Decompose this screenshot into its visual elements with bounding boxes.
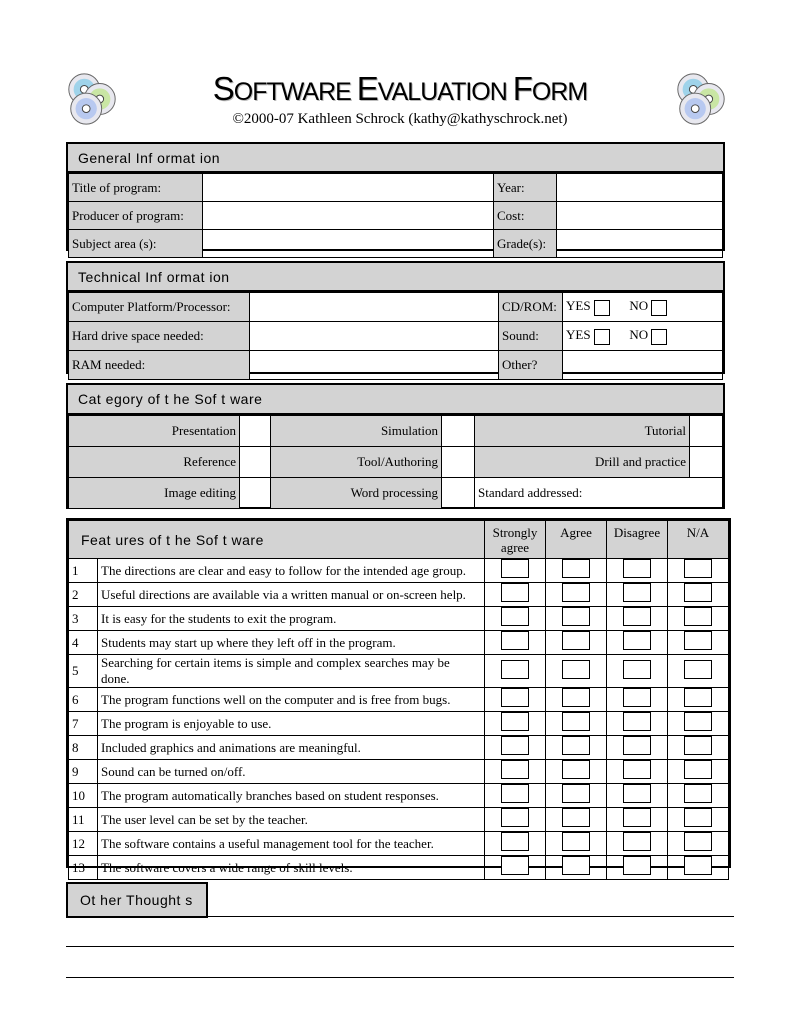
- features-table: [68, 520, 729, 880]
- agree-checkbox[interactable]: [562, 832, 590, 851]
- na-checkbox[interactable]: [684, 784, 712, 803]
- strongly-agree-checkbox[interactable]: [501, 856, 529, 875]
- item-statement: Searching for certain items is simple and complex searches may be done.: [98, 655, 485, 688]
- item-number: 6: [69, 688, 98, 712]
- na-checkbox[interactable]: [684, 583, 712, 602]
- na-checkbox[interactable]: [684, 631, 712, 650]
- item-number: 2: [69, 583, 98, 607]
- item-number: 10: [69, 784, 98, 808]
- strongly-agree-checkbox[interactable]: [501, 808, 529, 827]
- agree-checkbox[interactable]: [562, 559, 590, 578]
- writing-line[interactable]: [66, 946, 734, 947]
- table-row: [69, 202, 723, 230]
- sound-options: [563, 322, 723, 351]
- grades-input[interactable]: [557, 230, 723, 258]
- item-statement: The software contains a useful management tool for the teacher.: [98, 832, 485, 856]
- section-heading: Feat ures of t he Sof t ware: [69, 521, 485, 559]
- table-row: [69, 688, 729, 712]
- hard-drive-input[interactable]: [250, 322, 499, 351]
- table-row: [69, 808, 729, 832]
- disagree-checkbox[interactable]: [623, 607, 651, 626]
- table-row: [69, 416, 723, 447]
- item-statement: Included graphics and animations are meaningful.: [98, 736, 485, 760]
- field-label: Computer Platform/Processor:: [69, 293, 250, 322]
- strongly-agree-checkbox[interactable]: [501, 760, 529, 779]
- yes-label: YES: [566, 327, 591, 343]
- disagree-checkbox[interactable]: [623, 856, 651, 875]
- field-label: Producer of program:: [69, 202, 203, 230]
- disagree-checkbox[interactable]: [623, 808, 651, 827]
- field-label: Sound:: [499, 322, 563, 351]
- table-row: [69, 631, 729, 655]
- word-processing-checkbox[interactable]: [442, 478, 475, 509]
- category-label: Presentation: [69, 416, 240, 447]
- category-label: Image editing: [69, 478, 240, 509]
- column-header: Agree: [546, 521, 607, 559]
- other-thoughts-heading: Ot her Thought s: [66, 882, 208, 918]
- na-checkbox[interactable]: [684, 832, 712, 851]
- disagree-checkbox[interactable]: [623, 583, 651, 602]
- producer-input[interactable]: [203, 202, 494, 230]
- general-information-section: [66, 142, 725, 251]
- item-statement: It is easy for the students to exit the program.: [98, 607, 485, 631]
- item-statement: The software covers a wide range of skill levels.: [98, 856, 485, 880]
- strongly-agree-checkbox[interactable]: [501, 660, 529, 679]
- no-label: NO: [629, 327, 649, 343]
- column-header: N/A: [668, 521, 729, 559]
- item-statement: Useful directions are available via a written manual or on-screen help.: [98, 583, 485, 607]
- table-row: [69, 784, 729, 808]
- na-checkbox[interactable]: [684, 688, 712, 707]
- copyright-line: ©2000-07 Kathleen Schrock (kathy@kathyschrock.net): [232, 111, 568, 127]
- features-section: [66, 518, 731, 875]
- disagree-checkbox[interactable]: [623, 832, 651, 851]
- na-checkbox[interactable]: [684, 607, 712, 626]
- agree-checkbox[interactable]: [562, 760, 590, 779]
- agree-checkbox[interactable]: [562, 712, 590, 731]
- category-label: Simulation: [271, 416, 442, 447]
- table-row: [69, 559, 729, 583]
- strongly-agree-checkbox[interactable]: [501, 607, 529, 626]
- cdrom-options: [563, 293, 723, 322]
- item-statement: The program is enjoyable to use.: [98, 712, 485, 736]
- agree-checkbox[interactable]: [562, 660, 590, 679]
- technical-information-section: [66, 261, 725, 374]
- category-table: [68, 415, 723, 509]
- category-label: Word processing: [271, 478, 442, 509]
- na-checkbox[interactable]: [684, 856, 712, 875]
- platform-input[interactable]: [250, 293, 499, 322]
- table-row: [69, 712, 729, 736]
- agree-checkbox[interactable]: [562, 631, 590, 650]
- strongly-agree-checkbox[interactable]: [501, 736, 529, 755]
- table-row: [69, 230, 723, 258]
- image-editing-checkbox[interactable]: [240, 478, 271, 509]
- technical-information-table: [68, 292, 723, 380]
- disagree-checkbox[interactable]: [623, 631, 651, 650]
- table-row: [69, 293, 723, 322]
- simulation-checkbox[interactable]: [442, 416, 475, 447]
- tutorial-checkbox[interactable]: [690, 416, 723, 447]
- strongly-agree-checkbox[interactable]: [501, 832, 529, 851]
- agree-checkbox[interactable]: [562, 688, 590, 707]
- item-statement: The program functions well on the computer and is free from bugs.: [98, 688, 485, 712]
- table-row: [69, 351, 723, 380]
- category-label: Tutorial: [475, 416, 690, 447]
- table-row: [69, 583, 729, 607]
- item-number: 5: [69, 655, 98, 688]
- tool-authoring-checkbox[interactable]: [442, 447, 475, 478]
- na-checkbox[interactable]: [684, 559, 712, 578]
- item-number: 9: [69, 760, 98, 784]
- field-label: Cost:: [494, 202, 557, 230]
- na-checkbox[interactable]: [684, 660, 712, 679]
- section-heading: Cat egory of t he Sof t ware: [68, 385, 723, 415]
- table-row: [69, 832, 729, 856]
- column-header: Disagree: [607, 521, 668, 559]
- standard-addressed-input[interactable]: [475, 478, 723, 509]
- field-label: CD/ROM:: [499, 293, 563, 322]
- item-number: 12: [69, 832, 98, 856]
- item-statement: The program automatically branches based on student responses.: [98, 784, 485, 808]
- table-row: [69, 607, 729, 631]
- general-information-table: [68, 173, 723, 258]
- item-statement: The user level can be set by the teacher.: [98, 808, 485, 832]
- no-label: NO: [629, 298, 649, 314]
- category-label: Reference: [69, 447, 240, 478]
- page-title: SOFTWARE EVALUATION FORM: [212, 70, 588, 107]
- field-label: Standard addressed:: [478, 485, 583, 500]
- strongly-agree-checkbox[interactable]: [501, 784, 529, 803]
- item-statement: The directions are clear and easy to follow for the intended age group.: [98, 559, 485, 583]
- strongly-agree-checkbox[interactable]: [501, 688, 529, 707]
- cdrom-yes-checkbox[interactable]: [594, 300, 610, 316]
- column-header: Strongly agree: [485, 521, 546, 559]
- title-input[interactable]: [203, 174, 494, 202]
- drill-practice-checkbox[interactable]: [690, 447, 723, 478]
- strongly-agree-checkbox[interactable]: [501, 631, 529, 650]
- field-label: Grade(s):: [494, 230, 557, 258]
- section-heading: General Inf ormat ion: [68, 144, 723, 173]
- disagree-checkbox[interactable]: [623, 760, 651, 779]
- agree-checkbox[interactable]: [562, 583, 590, 602]
- na-checkbox[interactable]: [684, 736, 712, 755]
- table-row: [69, 174, 723, 202]
- table-row: [69, 760, 729, 784]
- table-row: [69, 655, 729, 688]
- disagree-checkbox[interactable]: [623, 784, 651, 803]
- item-number: 11: [69, 808, 98, 832]
- strongly-agree-checkbox[interactable]: [501, 712, 529, 731]
- field-label: Other?: [499, 351, 563, 380]
- disagree-checkbox[interactable]: [623, 712, 651, 731]
- strongly-agree-checkbox[interactable]: [501, 559, 529, 578]
- disagree-checkbox[interactable]: [623, 688, 651, 707]
- field-label: Subject area (s):: [69, 230, 203, 258]
- sound-no-checkbox[interactable]: [651, 329, 667, 345]
- table-row: [69, 447, 723, 478]
- writing-line[interactable]: [208, 916, 734, 917]
- na-checkbox[interactable]: [684, 808, 712, 827]
- agree-checkbox[interactable]: [562, 784, 590, 803]
- section-heading: Technical Inf ormat ion: [68, 263, 723, 292]
- category-label: Drill and practice: [475, 447, 690, 478]
- yes-label: YES: [566, 298, 591, 314]
- na-checkbox[interactable]: [684, 760, 712, 779]
- item-statement: Students may start up where they left off in the program.: [98, 631, 485, 655]
- item-number: 1: [69, 559, 98, 583]
- reference-checkbox[interactable]: [240, 447, 271, 478]
- table-row: [69, 478, 723, 509]
- table-row: [69, 856, 729, 880]
- item-number: 8: [69, 736, 98, 760]
- cdrom-no-checkbox[interactable]: [651, 300, 667, 316]
- writing-line[interactable]: [66, 977, 734, 978]
- agree-checkbox[interactable]: [562, 856, 590, 875]
- agree-checkbox[interactable]: [562, 808, 590, 827]
- agree-checkbox[interactable]: [562, 736, 590, 755]
- cost-input[interactable]: [557, 202, 723, 230]
- item-statement: Sound can be turned on/off.: [98, 760, 485, 784]
- table-row: [69, 322, 723, 351]
- strongly-agree-checkbox[interactable]: [501, 583, 529, 602]
- table-row: [69, 736, 729, 760]
- na-checkbox[interactable]: [684, 712, 712, 731]
- disagree-checkbox[interactable]: [623, 559, 651, 578]
- category-section: [66, 383, 725, 509]
- item-number: 3: [69, 607, 98, 631]
- other-input[interactable]: [563, 351, 723, 380]
- year-input[interactable]: [557, 174, 723, 202]
- subject-area-input[interactable]: [203, 230, 494, 258]
- field-label: Hard drive space needed:: [69, 322, 250, 351]
- item-number: 4: [69, 631, 98, 655]
- category-label: Tool/Authoring: [271, 447, 442, 478]
- item-number: 13: [69, 856, 98, 880]
- ram-input[interactable]: [250, 351, 499, 380]
- disagree-checkbox[interactable]: [623, 736, 651, 755]
- field-label: RAM needed:: [69, 351, 250, 380]
- sound-yes-checkbox[interactable]: [594, 329, 610, 345]
- table-header-row: [69, 521, 729, 559]
- field-label: Year:: [494, 174, 557, 202]
- presentation-checkbox[interactable]: [240, 416, 271, 447]
- agree-checkbox[interactable]: [562, 607, 590, 626]
- item-number: 7: [69, 712, 98, 736]
- disagree-checkbox[interactable]: [623, 660, 651, 679]
- field-label: Title of program:: [69, 174, 203, 202]
